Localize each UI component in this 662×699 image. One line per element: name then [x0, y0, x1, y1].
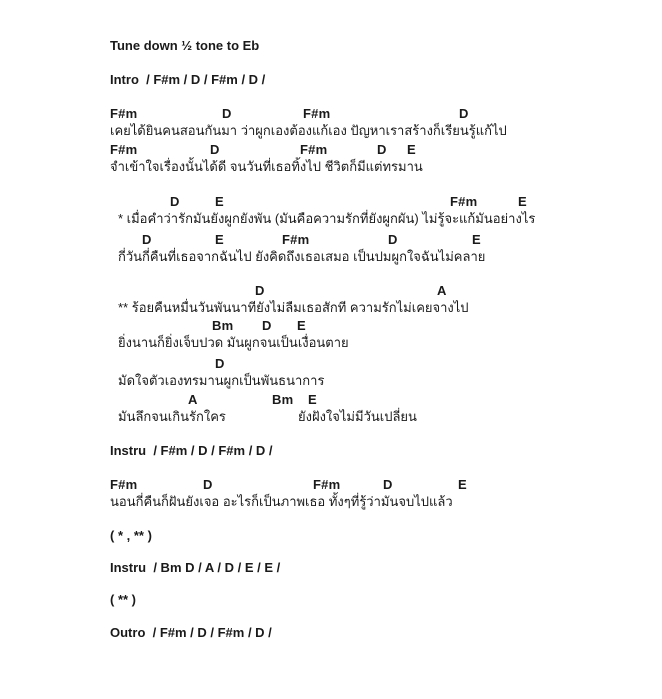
section-label: Tune down ½ tone to Eb: [110, 38, 260, 53]
chord: D: [383, 477, 393, 492]
chord: F#m: [110, 142, 138, 157]
chord: F#m: [282, 232, 310, 247]
chord: D: [459, 106, 469, 121]
chord: Bm: [272, 392, 294, 407]
chord: E: [215, 194, 224, 209]
chord: D: [170, 194, 180, 209]
section-label: ( ** ): [110, 592, 136, 607]
section-label: Outro / F#m / D / F#m / D /: [110, 625, 272, 640]
chord: F#m: [450, 194, 478, 209]
chord: E: [518, 194, 527, 209]
lyric-text: ยังฝังใจไม่มีวันเปลี่ยน: [298, 409, 417, 424]
chord: E: [458, 477, 467, 492]
chord: D: [262, 318, 272, 333]
lyric-text: * เมื่อคำว่ารักมันยังผูกยังพัน (มันคือความรักที่ยังผูกผัน) ไม่รู้จะแก้มันอย่างไร: [118, 211, 536, 226]
chord: Bm: [212, 318, 234, 333]
chord: F#m: [300, 142, 328, 157]
chord: D: [222, 106, 232, 121]
lyric-text: เคยได้ยินคนสอนกันมา ว่าผูกเองต้องแก้เอง ปัญหาเราสร้างก็เรียนรู้แก้ไป: [110, 123, 507, 138]
chord: F#m: [110, 477, 138, 492]
chord: F#m: [313, 477, 341, 492]
chord: E: [215, 232, 224, 247]
lyric-text: นอนกี่คืนก็ฝันยังเจอ อะไรก็เป็นภาพเธอ ทั้งๆที่รู้ว่ามันจบไปแล้ว: [110, 494, 453, 509]
section-label: Instru / F#m / D / F#m / D /: [110, 443, 273, 458]
chord: D: [203, 477, 213, 492]
chord: D: [377, 142, 387, 157]
chord: E: [308, 392, 317, 407]
chord: D: [142, 232, 152, 247]
lyric-text: ** ร้อยคืนหมื่นวันพันนาทียังไม่ลืมเธอสักที ความรักไม่เคยจางไป: [118, 300, 469, 315]
chord: E: [407, 142, 416, 157]
chord: F#m: [303, 106, 331, 121]
lyric-text: จำเข้าใจเรื่องนั้นได้ดี จนวันที่เธอทิ้งไป ชีวิตก็มีแต่ทรมาน: [110, 159, 423, 174]
chord: E: [472, 232, 481, 247]
lyric-text: ยิ่งนานก็ยิ่งเจ็บปวด มันผูกจนเป็นเงื่อนตาย: [118, 335, 349, 350]
chord: D: [210, 142, 220, 157]
chord: E: [297, 318, 306, 333]
section-label: ( * , ** ): [110, 528, 152, 543]
chord: D: [255, 283, 265, 298]
section-label: Intro / F#m / D / F#m / D /: [110, 72, 266, 87]
chord: D: [388, 232, 398, 247]
lyric-text: มัดใจตัวเองทรมานผูกเป็นพันธนาการ: [118, 373, 325, 388]
chord: F#m: [110, 106, 138, 121]
lyric-text: มันลึกจนเกินรักใคร: [118, 409, 226, 424]
section-label: Instru / Bm D / A / D / E / E /: [110, 560, 281, 575]
chord: A: [437, 283, 447, 298]
lyric-text: กี่วันกี่คืนที่เธอจากฉันไป ยังคิดถึงเธอเสมอ เป็นปมผูกใจฉันไม่คลาย: [118, 249, 486, 264]
chord: D: [215, 356, 225, 371]
chord: A: [188, 392, 198, 407]
